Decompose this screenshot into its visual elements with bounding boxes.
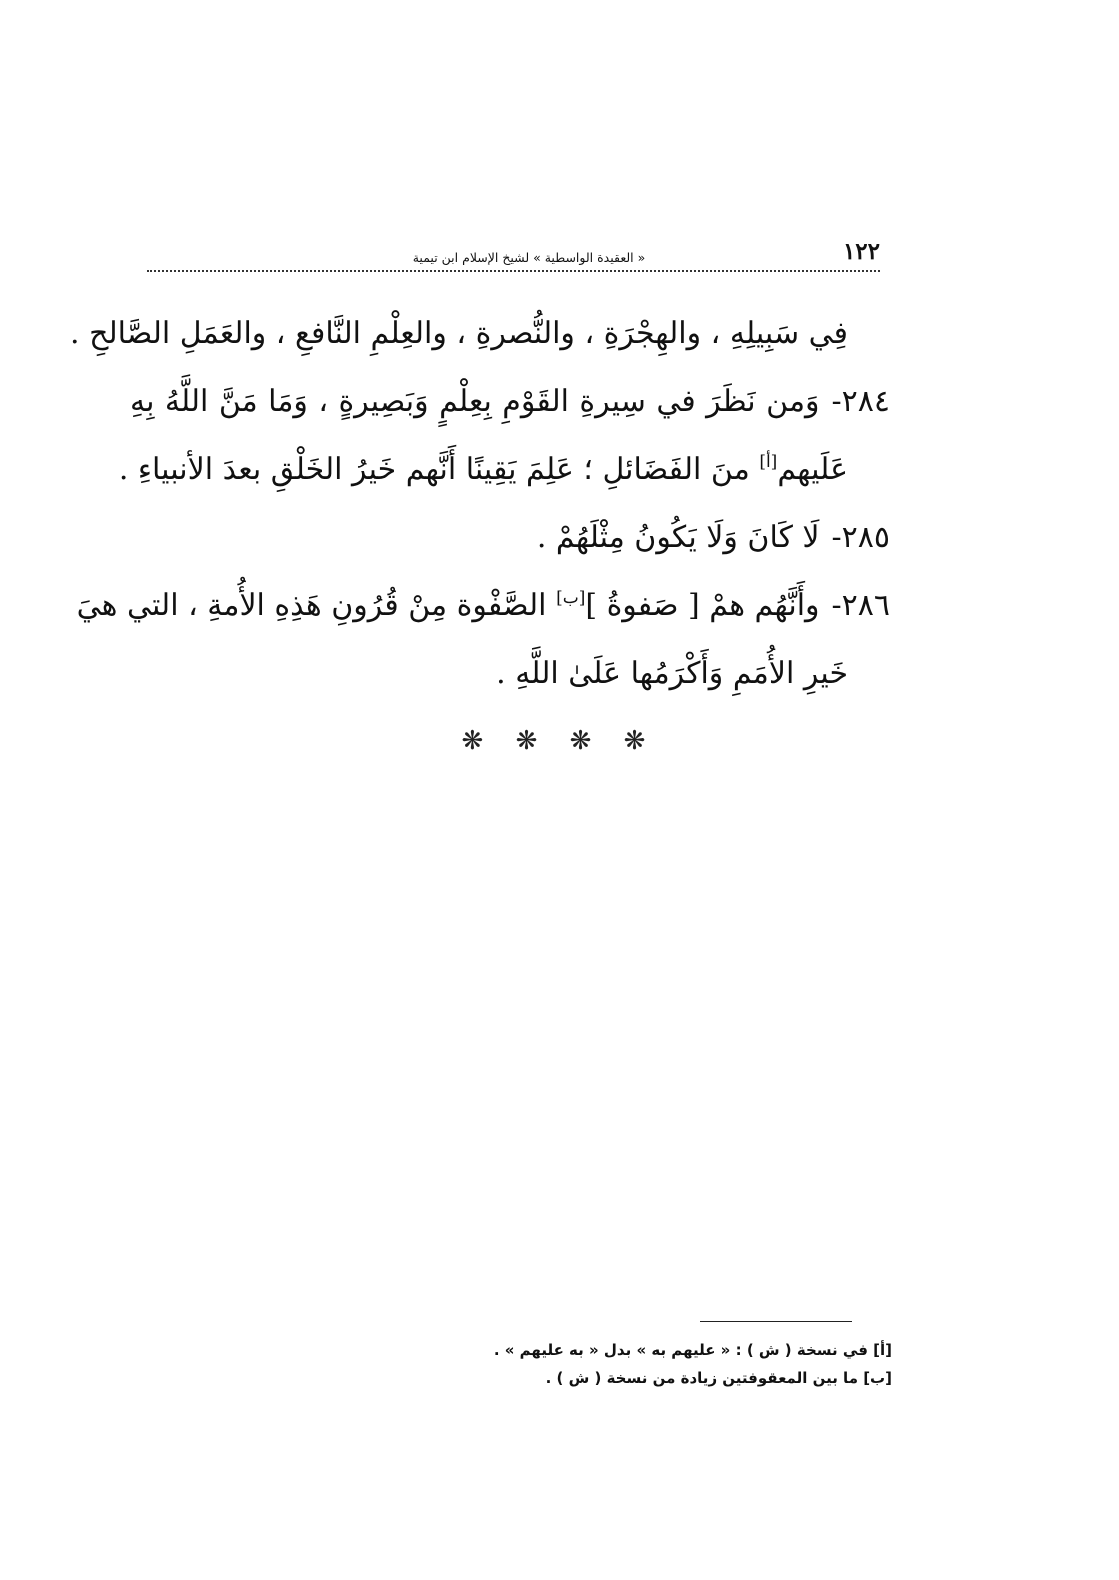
running-header (147, 236, 880, 270)
paragraph-continuation (70, 300, 890, 368)
running-title: « العقيدة الواسطية » لشيخ الإسلام ابن تيمية (412, 250, 646, 265)
header-divider (147, 270, 880, 272)
text-segment: لَا كَانَ وَلَا يَكُونُ مِثْلَهُمْ . (536, 520, 820, 555)
text-segment: وَمن نَظَرَ في سِيرةِ القَوْمِ بِعِلْمٍ وَبَصِيرةٍ ، وَمَا مَنَّ اللَّهُ بِهِ (130, 384, 820, 419)
paragraph-number: ٢٨٤- (831, 384, 890, 419)
text-segment: الصَّفْوة مِنْ قُرُونِ هَذِهِ الأُمةِ ، التي هيَ (76, 588, 557, 623)
text-segment: وأَنَّهُم همْ [ صَفوةُ ] (585, 588, 820, 623)
footnote-ref-a[interactable]: [أ] (759, 452, 778, 472)
text-segment: عَلَيهم (777, 452, 848, 487)
footnotes (380, 1336, 892, 1392)
text-line: فِي سَبِيلِهِ ، والهِجْرَةِ ، والنُّصرةِ ، والعِلْمِ النَّافعِ ، والعَمَلِ الصَّالحِ . (70, 316, 848, 351)
text-line: خَيرِ الأُمَمِ وَأَكْرَمُها عَلَىٰ اللَّهِ . (496, 656, 848, 691)
footnote-ref-b[interactable]: [ب] (556, 588, 586, 608)
text-line (130, 504, 890, 572)
section-separator: ❋ ❋ ❋ ❋ (461, 726, 658, 756)
footnote-a: [أ] في نسخة ( ش ) : « عليهم به » بدل « به عليهم » . (493, 1341, 892, 1359)
text-line (130, 368, 890, 436)
paragraph-284 (118, 368, 890, 504)
footnote-b: [ب] ما بين المعقوفتين زيادة من نسخة ( ش ) . (545, 1369, 892, 1387)
text-line (118, 436, 890, 504)
text-segment: منَ الفَضَائلِ ؛ عَلِمَ يَقِينًا أَنَّهم خَيرُ الخَلْقِ بعدَ الأنبياءِ . (118, 452, 760, 487)
footnote-divider (700, 1321, 852, 1322)
paragraph-number: ٢٨٥- (831, 520, 890, 555)
text-line (76, 572, 890, 640)
page-number: ١٢٢ (842, 238, 880, 265)
paragraph-285 (130, 504, 890, 572)
paragraph-number: ٢٨٦- (831, 588, 890, 623)
paragraph-286 (76, 572, 890, 708)
main-text (70, 300, 890, 708)
